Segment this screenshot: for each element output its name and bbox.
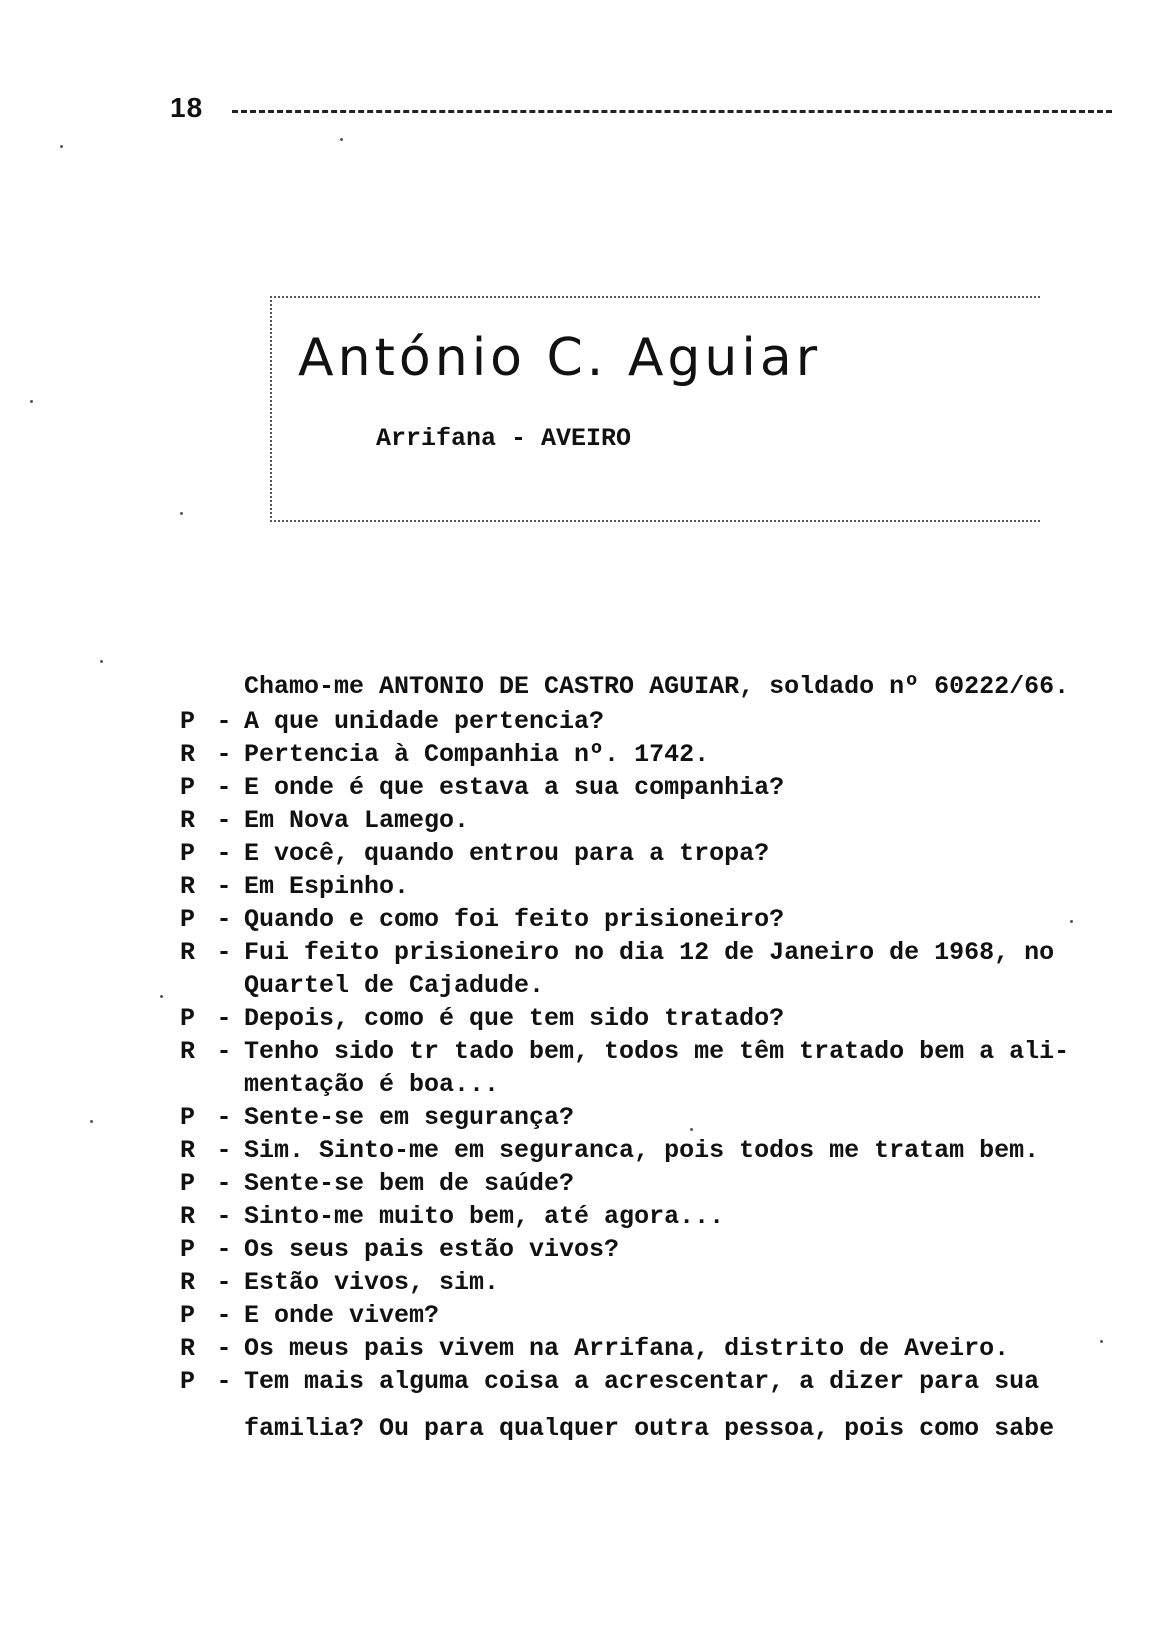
speaker-label: P [180, 773, 196, 802]
transcript-line [180, 936, 1120, 969]
line-text: E onde é que estava a sua companhia? [244, 773, 785, 802]
transcript-line [180, 771, 1120, 804]
speaker-dash: - [216, 839, 232, 868]
intro-line: Chamo-me ANTONIO DE CASTRO AGUIAR, soldado nº 60222/66. [244, 672, 1070, 701]
speaker-dash: - [216, 938, 232, 967]
speaker-dash [204, 1412, 244, 1445]
line-text: Sente-se em segurança? [244, 1103, 575, 1132]
transcript-line [180, 1035, 1120, 1068]
transcript-line [180, 1332, 1120, 1365]
transcript-line [180, 1002, 1120, 1035]
header-rule [232, 110, 1112, 113]
speaker-dash [204, 969, 244, 1002]
transcript-line [180, 1412, 1120, 1445]
scan-speck [60, 145, 63, 148]
speaker-label: R [180, 872, 196, 901]
speaker-label: P [180, 839, 196, 868]
line-text: E onde vivem? [244, 1301, 440, 1330]
speaker-dash [204, 1068, 244, 1101]
scan-speck [90, 1120, 93, 1123]
transcript-line [180, 804, 1120, 837]
scan-speck [100, 660, 103, 663]
line-text: Pertencia à Companhia nº. 1742. [244, 740, 710, 769]
line-text: Quando e como foi feito prisioneiro? [244, 905, 785, 934]
speaker-label: R [180, 1136, 196, 1165]
speaker-dash: - [216, 905, 232, 934]
line-text: familia? Ou para qualquer outra pessoa, pois como sabe [244, 1414, 1055, 1443]
line-text: Sinto-me muito bem, até agora... [244, 1202, 725, 1231]
scan-speck [180, 512, 183, 515]
line-text: Fui feito prisioneiro no dia 12 de Janeiro de 1968, no [244, 938, 1055, 967]
speaker-dash: - [216, 1169, 232, 1198]
line-text: A que unidade pertencia? [244, 707, 605, 736]
speaker-dash: - [216, 1202, 232, 1231]
transcript-line [180, 1200, 1120, 1233]
transcript-line [180, 1299, 1120, 1332]
scan-speck [1070, 920, 1073, 923]
speaker-label: R [180, 1202, 196, 1231]
transcript-line [180, 705, 1120, 738]
line-text: Quartel de Cajadude. [244, 971, 545, 1000]
transcript-line [180, 903, 1120, 936]
scan-speck [30, 400, 33, 403]
line-text: Em Nova Lamego. [244, 806, 470, 835]
speaker-dash: - [216, 773, 232, 802]
line-text: Sente-se bem de saúde? [244, 1169, 575, 1198]
speaker-dash: - [216, 1268, 232, 1297]
speaker-label: R [180, 806, 196, 835]
speaker-label [180, 1068, 204, 1101]
line-text: Tem mais alguma coisa a acrescentar, a dizer para sua [244, 1367, 1040, 1396]
speaker-dash: - [216, 1004, 232, 1033]
speaker-dash: - [216, 1334, 232, 1363]
transcript-line [180, 1101, 1120, 1134]
line-text: Em Espinho. [244, 872, 410, 901]
speaker-label: P [180, 707, 196, 736]
speaker-label: R [180, 938, 196, 967]
line-text: Tenho sido tr tado bem, todos me têm tratado bem a ali- [244, 1037, 1070, 1066]
speaker-label: P [180, 1301, 196, 1330]
speaker-label: P [180, 905, 196, 934]
page-number: 18 [170, 92, 204, 123]
speaker-dash: - [216, 707, 232, 736]
speaker-label: P [180, 1235, 196, 1264]
transcript-line [180, 1167, 1120, 1200]
line-text: Sim. Sinto-me em seguranca, pois todos me tratam bem. [244, 1136, 1040, 1165]
transcript-line [180, 1266, 1120, 1299]
speaker-dash: - [216, 1103, 232, 1132]
transcript-line [180, 1068, 1120, 1101]
line-text: Os seus pais estão vivos? [244, 1235, 620, 1264]
speaker-dash: - [216, 872, 232, 901]
speaker-label: P [180, 1367, 196, 1396]
speaker-label: R [180, 1268, 196, 1297]
transcript-line [180, 738, 1120, 771]
scan-speck [160, 995, 163, 998]
line-text: Depois, como é que tem sido tratado? [244, 1004, 785, 1033]
speaker-dash: - [216, 1037, 232, 1066]
speaker-label: P [180, 1004, 196, 1033]
transcript-line [180, 1365, 1120, 1398]
speaker-label: R [180, 1334, 196, 1363]
speaker-dash: - [216, 806, 232, 835]
scan-speck [690, 1128, 693, 1131]
speaker-label: P [180, 1169, 196, 1198]
speaker-dash: - [216, 1301, 232, 1330]
speaker-label: R [180, 1037, 196, 1066]
speaker-label: P [180, 1103, 196, 1132]
scan-speck [340, 138, 343, 141]
speaker-dash: - [216, 1235, 232, 1264]
transcript-line [180, 870, 1120, 903]
speaker-dash: - [216, 740, 232, 769]
line-text: Os meus pais vivem na Arrifana, distrito de Aveiro. [244, 1334, 1010, 1363]
transcript-line [180, 969, 1120, 1002]
person-name: António C. Aguiar [298, 328, 822, 388]
interview-transcript [180, 705, 1120, 1445]
transcript-line [180, 1134, 1120, 1167]
speaker-dash: - [216, 1136, 232, 1165]
transcript-line [180, 837, 1120, 870]
scan-speck [1100, 1340, 1103, 1343]
line-text: mentação é boa... [244, 1070, 500, 1099]
line-text: E você, quando entrou para a tropa? [244, 839, 770, 868]
speaker-dash: - [216, 1367, 232, 1396]
speaker-label [180, 1412, 204, 1445]
speaker-label [180, 969, 204, 1002]
speaker-label: R [180, 740, 196, 769]
line-text: Estão vivos, sim. [244, 1268, 500, 1297]
transcript-line [180, 1233, 1120, 1266]
person-location: Arrifana - AVEIRO [376, 424, 632, 453]
